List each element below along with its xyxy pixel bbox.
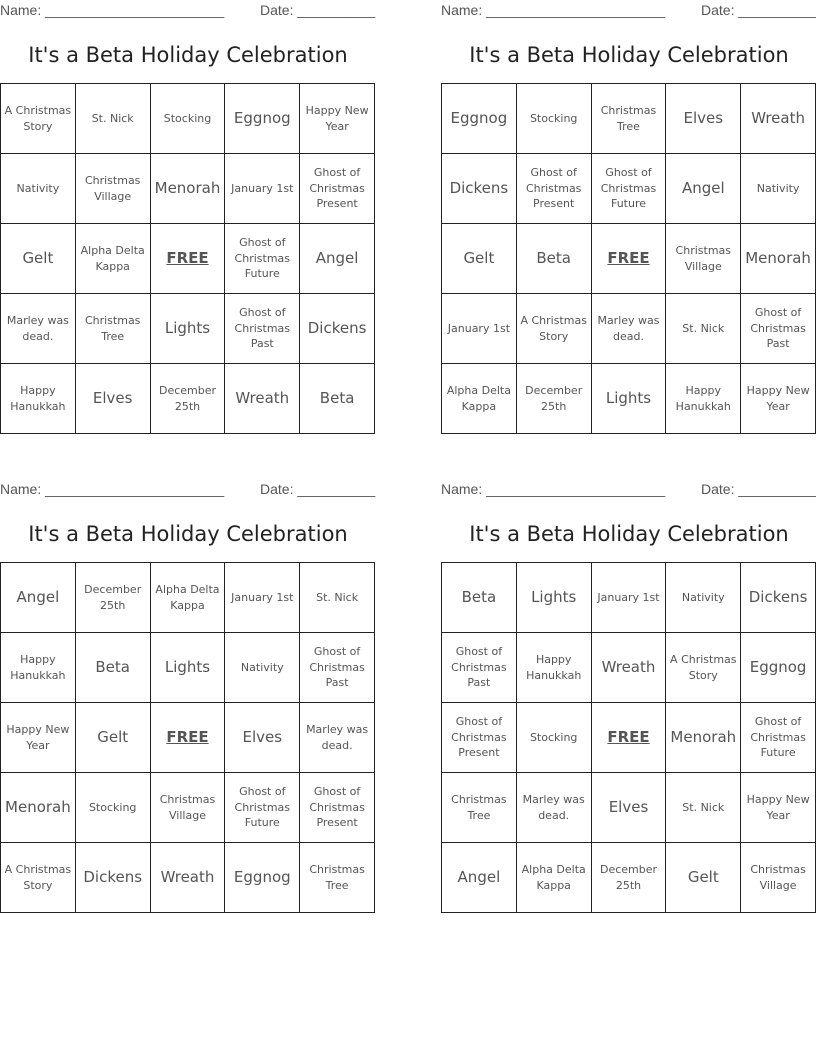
bingo-cell: January 1st	[442, 294, 517, 364]
bingo-cell: Happy New Year	[741, 773, 816, 843]
bingo-cell: Eggnog	[225, 843, 300, 913]
bingo-cell: Nativity	[741, 154, 816, 224]
bingo-cell: Christmas Village	[76, 154, 151, 224]
bingo-cell: Elves	[76, 364, 151, 434]
bingo-cell: Gelt	[666, 843, 741, 913]
bingo-cell: Christmas Village	[151, 773, 226, 843]
card-header	[0, 481, 376, 499]
bingo-cell: Menorah	[666, 703, 741, 773]
bingo-cell: Alpha Delta Kappa	[517, 843, 592, 913]
card-title: It's a Beta Holiday Celebration	[28, 522, 348, 546]
bingo-grid	[0, 83, 375, 434]
bingo-cell: Angel	[1, 563, 76, 633]
free-space: FREE	[592, 703, 667, 773]
bingo-grid	[0, 562, 375, 913]
bingo-cell: St. Nick	[76, 84, 151, 154]
bingo-cell: Gelt	[1, 224, 76, 294]
bingo-cell: Ghost of Christmas Past	[741, 294, 816, 364]
bingo-cell: Ghost of Christmas Present	[442, 703, 517, 773]
bingo-cell: Christmas Village	[666, 224, 741, 294]
bingo-cell: A Christmas Story	[1, 843, 76, 913]
card-header	[0, 2, 376, 20]
bingo-cell: Menorah	[741, 224, 816, 294]
bingo-cell: December 25th	[592, 843, 667, 913]
bingo-cell: Elves	[666, 84, 741, 154]
bingo-cell: Ghost of Christmas Past	[442, 633, 517, 703]
bingo-cell: St. Nick	[666, 294, 741, 364]
bingo-cell: Alpha Delta Kappa	[151, 563, 226, 633]
bingo-cell: Dickens	[300, 294, 375, 364]
bingo-cell: Happy New Year	[741, 364, 816, 434]
bingo-cell: December 25th	[517, 364, 592, 434]
bingo-cell: Nativity	[666, 563, 741, 633]
bingo-cell: Menorah	[1, 773, 76, 843]
bingo-cell: Christmas Tree	[300, 843, 375, 913]
bingo-cell: Happy Hanukkah	[1, 364, 76, 434]
bingo-cell: Stocking	[517, 703, 592, 773]
bingo-cell: Wreath	[592, 633, 667, 703]
bingo-cell: Wreath	[151, 843, 226, 913]
bingo-cell: Gelt	[76, 703, 151, 773]
bingo-cell: Happy Hanukkah	[517, 633, 592, 703]
bingo-cell: Lights	[151, 633, 226, 703]
free-space: FREE	[151, 224, 226, 294]
bingo-cell: Lights	[592, 364, 667, 434]
bingo-cell: January 1st	[225, 563, 300, 633]
bingo-cell: Eggnog	[741, 633, 816, 703]
bingo-cell: Christmas Tree	[592, 84, 667, 154]
bingo-cell: Nativity	[225, 633, 300, 703]
bingo-cell: Stocking	[151, 84, 226, 154]
bingo-cell: Christmas Village	[741, 843, 816, 913]
bingo-cell: December 25th	[151, 364, 226, 434]
bingo-cell: Marley was dead.	[592, 294, 667, 364]
bingo-cell: Happy Hanukkah	[1, 633, 76, 703]
bingo-cell: A Christmas Story	[517, 294, 592, 364]
bingo-cell: Ghost of Christmas Present	[300, 773, 375, 843]
date-line: Date: __________	[260, 481, 376, 497]
card-title: It's a Beta Holiday Celebration	[28, 43, 348, 67]
bingo-cell: Wreath	[741, 84, 816, 154]
bingo-cell: Happy Hanukkah	[666, 364, 741, 434]
free-space: FREE	[151, 703, 226, 773]
bingo-cell: Angel	[300, 224, 375, 294]
bingo-cell: Ghost of Christmas Future	[592, 154, 667, 224]
bingo-cell: Ghost of Christmas Past	[225, 294, 300, 364]
card-title: It's a Beta Holiday Celebration	[469, 522, 789, 546]
bingo-cell: Dickens	[741, 563, 816, 633]
date-line: Date: __________	[701, 481, 816, 497]
bingo-cell: Stocking	[517, 84, 592, 154]
bingo-cell: Angel	[442, 843, 517, 913]
name-line: Name: _______________________	[0, 481, 225, 497]
bingo-cell: Dickens	[76, 843, 151, 913]
name-line: Name: _______________________	[441, 481, 666, 497]
bingo-cell: Beta	[76, 633, 151, 703]
bingo-cell: Eggnog	[225, 84, 300, 154]
bingo-cell: Happy New Year	[1, 703, 76, 773]
bingo-cell: Alpha Delta Kappa	[442, 364, 517, 434]
bingo-cell: December 25th	[76, 563, 151, 633]
bingo-cell: Marley was dead.	[517, 773, 592, 843]
bingo-cell: Lights	[517, 563, 592, 633]
name-line: Name: _______________________	[441, 2, 666, 18]
free-space: FREE	[592, 224, 667, 294]
bingo-cell: St. Nick	[300, 563, 375, 633]
bingo-cell: Happy New Year	[300, 84, 375, 154]
bingo-cell: Beta	[517, 224, 592, 294]
bingo-cell: Ghost of Christmas Future	[741, 703, 816, 773]
bingo-cell: Menorah	[151, 154, 226, 224]
bingo-cell: St. Nick	[666, 773, 741, 843]
card-title: It's a Beta Holiday Celebration	[469, 43, 789, 67]
bingo-cell: Beta	[442, 563, 517, 633]
card-header	[441, 481, 816, 499]
bingo-grid	[441, 562, 816, 913]
date-line: Date: __________	[701, 2, 816, 18]
bingo-cell: January 1st	[225, 154, 300, 224]
bingo-cell: Beta	[300, 364, 375, 434]
bingo-cell: Marley was dead.	[300, 703, 375, 773]
bingo-cell: Angel	[666, 154, 741, 224]
bingo-cell: Gelt	[442, 224, 517, 294]
bingo-cell: A Christmas Story	[1, 84, 76, 154]
date-line: Date: __________	[260, 2, 376, 18]
bingo-cell: Alpha Delta Kappa	[76, 224, 151, 294]
bingo-cell: Nativity	[1, 154, 76, 224]
bingo-cell: Dickens	[442, 154, 517, 224]
bingo-cell: Lights	[151, 294, 226, 364]
bingo-cell: Marley was dead.	[1, 294, 76, 364]
bingo-cell: Ghost of Christmas Past	[300, 633, 375, 703]
bingo-cell: Elves	[225, 703, 300, 773]
bingo-cell: A Christmas Story	[666, 633, 741, 703]
bingo-cell: Ghost of Christmas Present	[517, 154, 592, 224]
bingo-cell: Ghost of Christmas Future	[225, 224, 300, 294]
bingo-cell: Eggnog	[442, 84, 517, 154]
bingo-cell: January 1st	[592, 563, 667, 633]
bingo-cell: Christmas Tree	[76, 294, 151, 364]
bingo-cell: Wreath	[225, 364, 300, 434]
bingo-cell: Christmas Tree	[442, 773, 517, 843]
bingo-cell: Ghost of Christmas Present	[300, 154, 375, 224]
bingo-cell: Elves	[592, 773, 667, 843]
card-header	[441, 2, 816, 20]
bingo-cell: Stocking	[76, 773, 151, 843]
bingo-grid	[441, 83, 816, 434]
name-line: Name: _______________________	[0, 2, 225, 18]
bingo-cell: Ghost of Christmas Future	[225, 773, 300, 843]
